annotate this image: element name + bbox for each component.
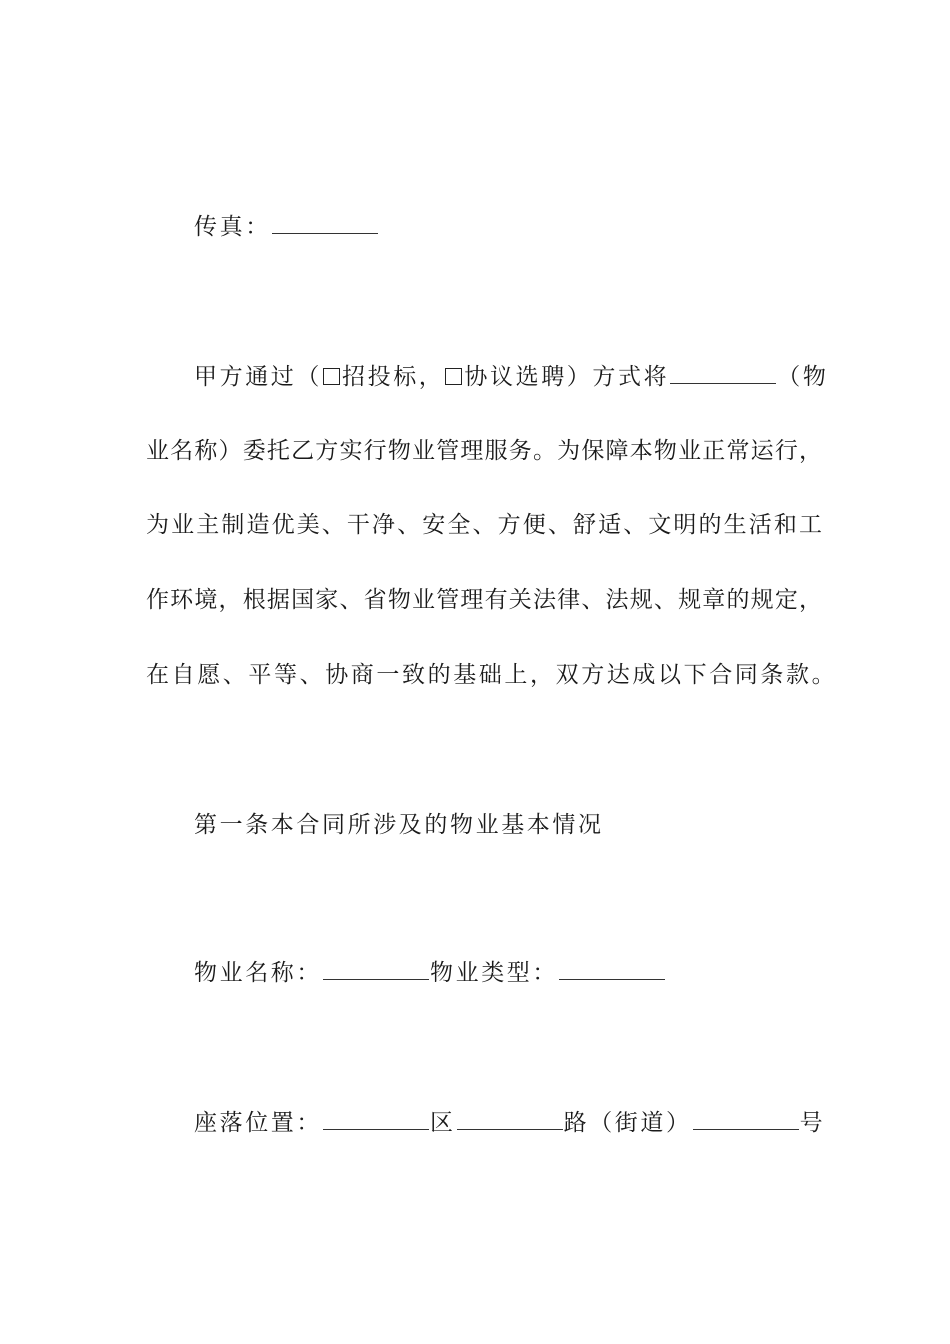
option-agreement-label: 协议选聘）方式将 [464, 364, 670, 390]
option-bidding-label: 招投标， [342, 364, 445, 390]
property-type-blank [559, 959, 665, 980]
checkbox-agreement [445, 368, 462, 385]
para1-text-a: 甲方通过（ [194, 364, 322, 390]
number-blank [693, 1109, 799, 1130]
property-type-label: 物业类型： [430, 960, 558, 986]
property-info-line [194, 958, 666, 988]
article1-title: 第一条本合同所涉及的物业基本情况 [194, 812, 604, 838]
district-blank [323, 1109, 429, 1130]
fax-label: 传真： [194, 214, 271, 240]
road-blank [457, 1109, 563, 1130]
number-label: 号 [799, 1110, 826, 1136]
location-label: 座落位置： [194, 1110, 322, 1136]
property-name-label: 物业名称： [194, 960, 322, 986]
property-name-blank [670, 363, 776, 384]
district-label: 区 [430, 1110, 456, 1136]
para1-line3: 为业主制造优美、干净、安全、方便、舒适、文明的生活和工 [146, 512, 822, 538]
fax-line [194, 212, 379, 242]
property-name-field-blank [323, 959, 429, 980]
checkbox-bidding [323, 368, 340, 385]
para1-line5: 在自愿、平等、协商一致的基础上，双方达成以下合同条款。 [146, 662, 838, 688]
fax-blank [272, 213, 378, 234]
para1-line4: 作环境，根据国家、省物业管理有关法律、法规、规章的规定， [146, 587, 822, 613]
road-label: 路（街道） [563, 1110, 692, 1136]
para1-line2: 业名称）委托乙方实行物业管理服务。为保障本物业正常运行， [146, 438, 822, 464]
para1-line1 [194, 362, 828, 392]
para1-text-b: （物 [777, 364, 829, 390]
location-line [194, 1108, 825, 1138]
